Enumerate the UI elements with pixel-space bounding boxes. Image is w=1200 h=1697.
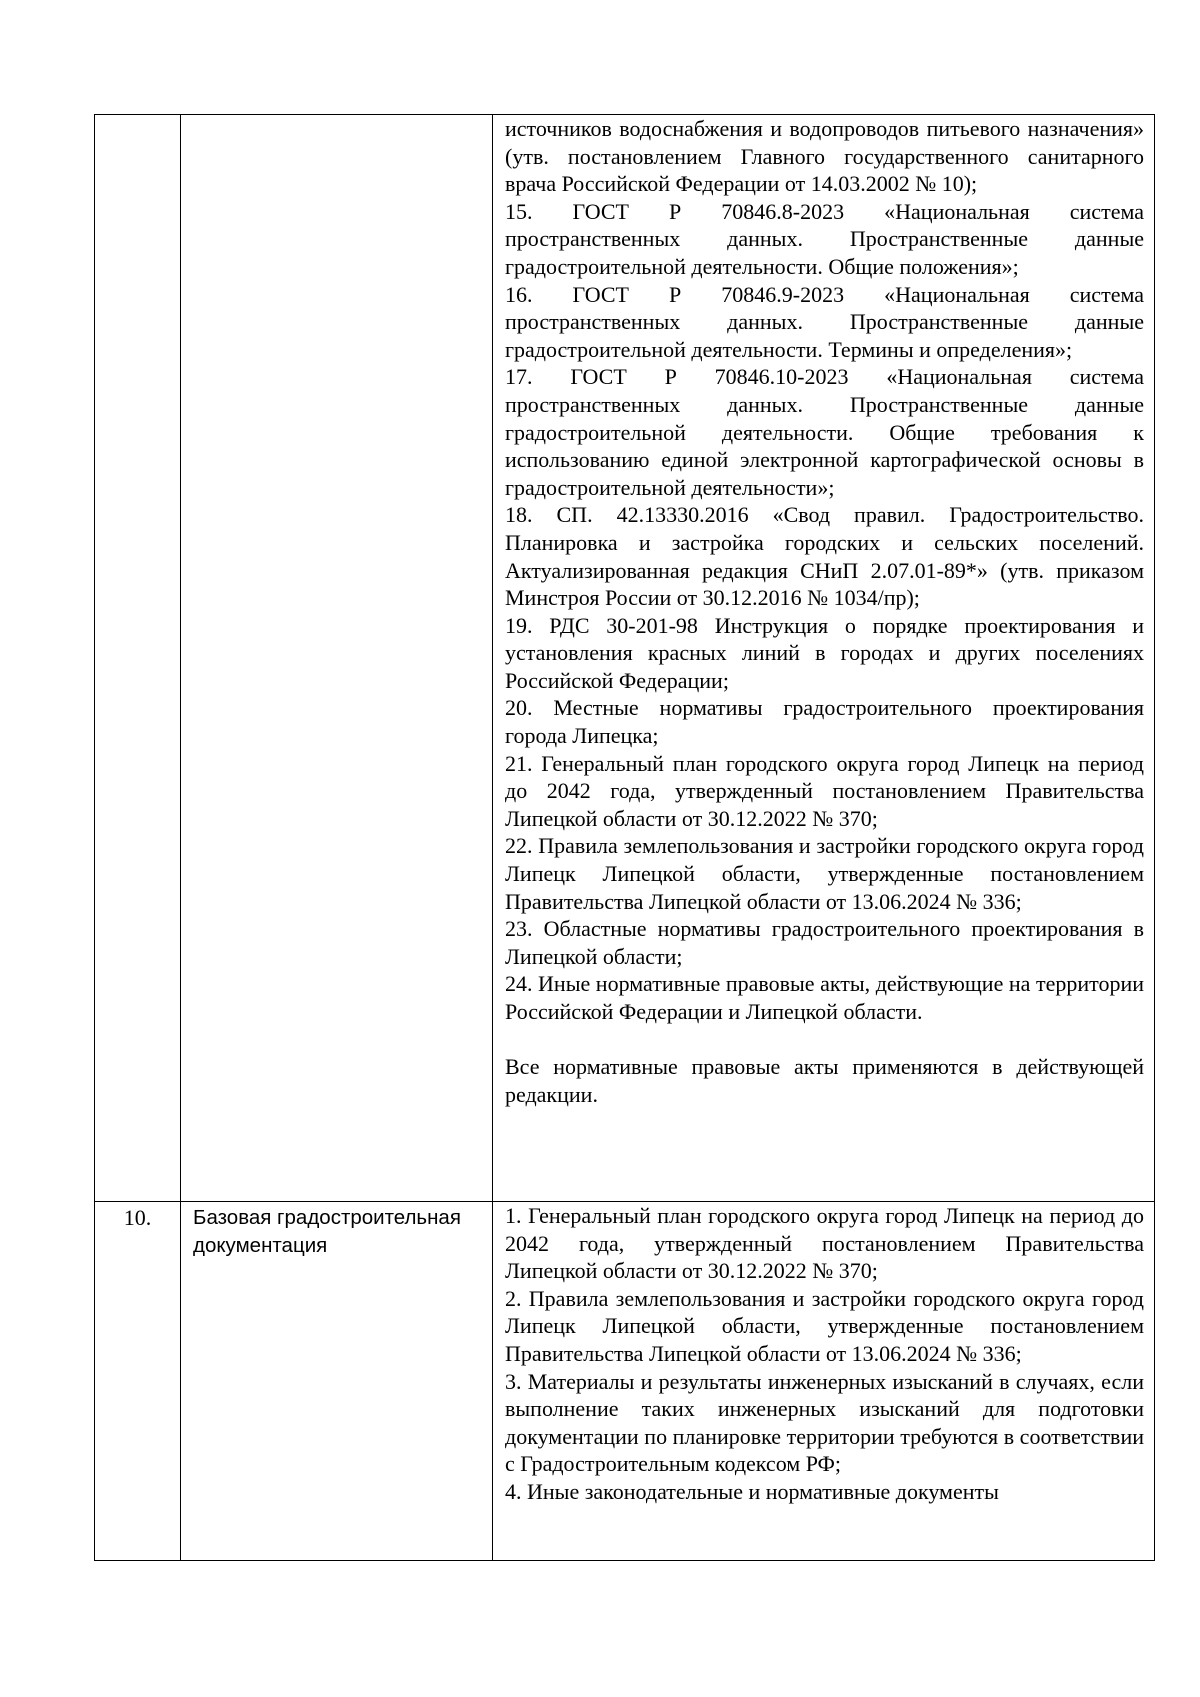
closing-note: Все нормативные правовые акты применяются в действующей редакции. <box>505 1054 1144 1107</box>
list-item: 2. Правила землепользования и застройки городского округа город Липецк Липецкой области, утвержденные постановлением Правительства Липецкой области от 13.06.2024 № 336; <box>505 1285 1144 1366</box>
list-item: 15. ГОСТ Р 70846.8-2023 «Национальная система пространственных данных. Пространственные данные градостроительной деятельности. Общие положения»; <box>505 198 1144 279</box>
list-item: 17. ГОСТ Р 70846.10-2023 «Национальная система пространственных данных. Пространственные данные градостроительной деятельности. Общие требования к использованию единой электронной картографической основы в градостроительной деятельности»; <box>505 364 1144 500</box>
list-item: 1. Генеральный план городского округа город Липецк на период до 2042 года, утвержденный постановлением Правительства Липецкой области от 30.12.2022 № 370; <box>505 1203 1144 1284</box>
row-name-cell <box>181 115 493 1202</box>
list-item: 16. ГОСТ Р 70846.9-2023 «Национальная система пространственных данных. Пространственные данные градостроительной деятельности. Термины и определения»; <box>505 281 1144 362</box>
row-number-cell <box>95 115 181 1202</box>
list-item: источников водоснабжения и водопроводов питьевого назначения» (утв. постановлением Главного государственного санитарного врача Российской Федерации от 14.03.2002 № 10); <box>505 116 1144 197</box>
list-item: 4. Иные законодательные и нормативные документы <box>505 1478 999 1504</box>
list-item: 24. Иные нормативные правовые акты, действующие на территории Российской Федерации и Липецкой области. <box>505 971 1144 1024</box>
list-item: 21. Генеральный план городского округа город Липецк на период до 2042 года, утвержденный постановлением Правительства Липецкой области от 30.12.2022 № 370; <box>505 750 1144 831</box>
row-content-cell <box>493 1202 1155 1561</box>
table-row <box>95 1202 1155 1561</box>
paragraph-spacer <box>505 1026 1144 1054</box>
requirements-table <box>94 114 1155 1561</box>
list-item: 20. Местные нормативы градостроительного проектирования города Липецка; <box>505 695 1144 749</box>
list-item: 23. Областные нормативы градостроительного проектирования в Липецкой области; <box>505 916 1144 969</box>
list-item: 3. Материалы и результаты инженерных изысканий в случаях, если выполнение таких инженерных изысканий для подготовки документации по планировке территории требуются в соответствии с Градостроительным кодексом РФ; <box>505 1368 1144 1477</box>
list-item: 19. РДС 30-201-98 Инструкция о порядке проектирования и установления красных линий в городах и других поселениях Российской Федерации; <box>505 612 1144 693</box>
list-item: 22. Правила землепользования и застройки городского округа город Липецк Липецкой области, утвержденные постановлением Правительства Липецкой области от 13.06.2024 № 336; <box>505 833 1144 914</box>
row-number-cell: 10. <box>95 1202 181 1561</box>
table-row <box>95 115 1155 1202</box>
row-name-cell: Базовая градостроительная документация <box>181 1202 493 1561</box>
row-content-cell <box>493 115 1155 1202</box>
list-item: 18. СП. 42.13330.2016 «Свод правил. Градостроительство. Планировка и застройка городских и сельских поселений. Актуализированная редакция СНиП 2.07.01-89*» (утв. приказом Минстроя России от 30.12.2016 № 1034/пр); <box>505 502 1144 611</box>
